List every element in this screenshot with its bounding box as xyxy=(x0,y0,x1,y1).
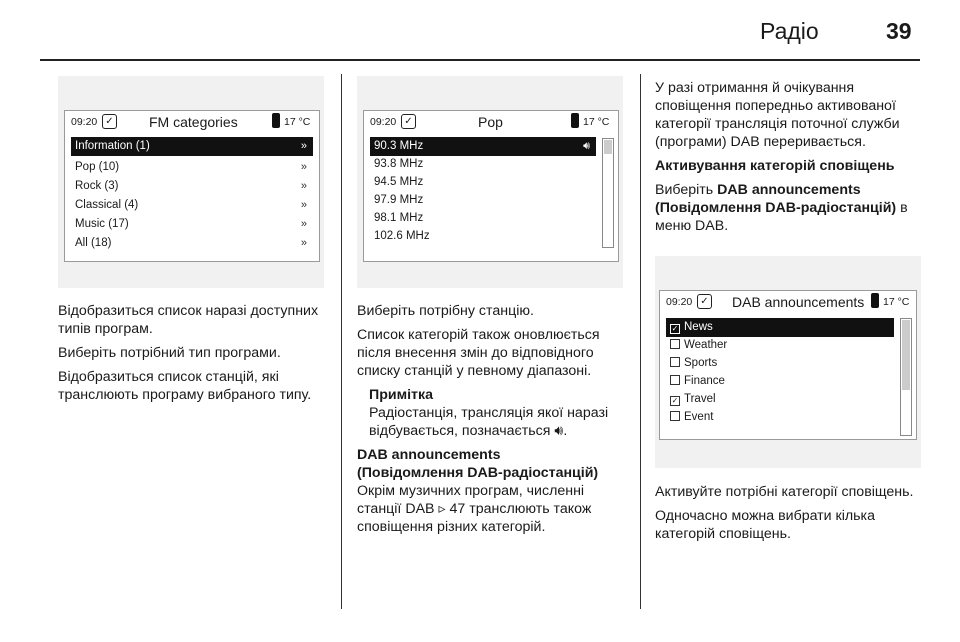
column-1-text xyxy=(58,302,330,410)
paragraph: У разі отримання й очікування сповіщення попередньо активованої категорії трансляція поточної служби (програми) DAB переривається. xyxy=(655,80,900,150)
checkbox-icon[interactable] xyxy=(670,411,680,421)
column-divider-1 xyxy=(341,74,342,609)
clock-icon: ✓ xyxy=(102,114,117,129)
screen-title: FM categories xyxy=(149,114,238,130)
chevron-right-icon: » xyxy=(300,161,307,173)
page-number: 39 xyxy=(886,18,912,44)
scrollbar-thumb[interactable] xyxy=(604,140,612,154)
list-item[interactable] xyxy=(370,191,596,210)
paragraph: Виберіть DAB announcements (Повідомлення DAB-радіостанцій) в меню DAB. xyxy=(655,182,908,234)
list-item[interactable] xyxy=(71,177,313,196)
checkbox-checked-icon[interactable]: ✓ xyxy=(671,324,679,333)
column-3-text-lower xyxy=(655,483,925,549)
thermometer-icon xyxy=(871,293,879,308)
screen-title: DAB announcements xyxy=(732,294,865,310)
column-3-text xyxy=(655,79,925,241)
chevron-right-icon: » xyxy=(300,199,307,211)
paragraph: Одночасно можна вибрати кілька категорій сповіщень. xyxy=(655,508,875,542)
list-item[interactable] xyxy=(370,227,596,246)
checkbox-icon[interactable] xyxy=(670,339,680,349)
list-item-label: 90.3 MHz xyxy=(374,140,424,152)
dab-announcements-figure xyxy=(655,256,921,468)
temperature: 17 °C xyxy=(284,116,311,128)
section-heading: DAB announcements xyxy=(357,447,501,463)
paragraph: Виберіть потрібний тип програми. xyxy=(58,345,281,361)
pop-stations-screen xyxy=(363,110,619,262)
list-item-label: Travel xyxy=(684,393,716,405)
list-item-label: Finance xyxy=(684,375,725,387)
list-item-sports[interactable] xyxy=(666,354,894,373)
list-item-label: 93.8 MHz xyxy=(374,158,424,170)
list-item-label: Rock (3) xyxy=(75,180,119,192)
list-item-label: Music (17) xyxy=(75,218,129,230)
list-item-label: Sports xyxy=(684,357,718,369)
list-item-label: 98.1 MHz xyxy=(374,212,424,224)
fm-categories-figure xyxy=(58,76,324,288)
page-reference[interactable]: 47 xyxy=(449,501,466,517)
paragraph: Активуйте потрібні категорії сповіщень. xyxy=(655,484,914,500)
chevron-right-icon: » xyxy=(300,218,307,230)
status-bar xyxy=(660,291,916,315)
chevron-right-icon: » xyxy=(300,180,307,192)
pop-stations-figure xyxy=(357,76,623,288)
thermometer-icon xyxy=(272,113,280,128)
list-item-label: News xyxy=(684,321,713,333)
scrollbar[interactable] xyxy=(602,138,614,248)
clock-icon: ✓ xyxy=(697,294,712,309)
paragraph: Окрім музичних програм, численні станції DAB ▹ 47 транслюють також сповіщення різних категорій. xyxy=(357,483,592,535)
temperature: 17 °C xyxy=(883,296,910,308)
paragraph: Відобразиться список наразі доступних типів програм. xyxy=(58,303,319,337)
list-item-label: 102.6 MHz xyxy=(374,230,430,242)
scrollbar[interactable] xyxy=(900,318,912,436)
list-item[interactable] xyxy=(71,196,313,215)
list-item-weather[interactable] xyxy=(666,336,894,355)
checkbox-icon[interactable] xyxy=(670,375,680,385)
list-item[interactable] xyxy=(71,234,313,253)
list-item-label: Weather xyxy=(684,339,728,351)
checkbox-icon[interactable] xyxy=(670,357,680,367)
chevron-right-icon: » xyxy=(300,237,307,249)
clock-time: 09:20 xyxy=(71,116,98,128)
speaker-icon: 🔊︎ xyxy=(583,140,590,152)
list-item[interactable] xyxy=(71,215,313,234)
speaker-icon: 🔊︎ xyxy=(554,423,564,439)
status-bar xyxy=(65,111,319,135)
list-item-event[interactable] xyxy=(666,408,894,427)
clock-time: 09:20 xyxy=(370,116,397,128)
clock-icon: ✓ xyxy=(401,114,416,129)
list-item[interactable] xyxy=(370,209,596,228)
column-divider-2 xyxy=(640,74,641,609)
section-heading: Активування категорій сповіщень xyxy=(655,158,895,174)
list-item-label: Classical (4) xyxy=(75,199,139,211)
list-item-label: All (18) xyxy=(75,237,112,249)
list-item-label: 94.5 MHz xyxy=(374,176,424,188)
paragraph: Відобразиться список станцій, які транслюють програму вибраного типу. xyxy=(58,369,312,403)
header-rule xyxy=(40,59,920,61)
status-bar xyxy=(364,111,618,135)
list-item[interactable] xyxy=(370,173,596,192)
list-item-travel[interactable] xyxy=(666,390,894,409)
note-title: Примітка xyxy=(369,387,433,403)
page-title: Радіо xyxy=(760,18,819,44)
chevron-right-icon: » xyxy=(300,140,307,152)
list-item[interactable] xyxy=(71,158,313,177)
page-reference-icon: ▹ xyxy=(438,501,446,517)
clock-time: 09:20 xyxy=(666,296,693,308)
list-item[interactable] xyxy=(370,155,596,174)
note xyxy=(357,386,629,440)
fm-categories-screen xyxy=(64,110,320,262)
list-item-news[interactable] xyxy=(666,318,894,337)
temperature: 17 °C xyxy=(583,116,610,128)
list-item-label: Event xyxy=(684,411,714,423)
list-item[interactable] xyxy=(71,137,313,156)
paragraph: Список категорій також оновлюється після внесення змін до відповідного списку станцій у певному діапазоні. xyxy=(357,327,600,379)
thermometer-icon xyxy=(571,113,579,128)
paragraph: Виберіть потрібну станцію. xyxy=(357,303,534,319)
note-body: Радіостанція, трансляція якої наразі відбувається, позначається 🔊︎. xyxy=(369,405,609,439)
column-2-text xyxy=(357,302,629,542)
list-item-label: Information (1) xyxy=(75,140,150,152)
checkbox-checked-icon[interactable]: ✓ xyxy=(671,396,679,405)
list-item-label: 97.9 MHz xyxy=(374,194,424,206)
scrollbar-thumb[interactable] xyxy=(902,320,910,390)
list-item[interactable] xyxy=(370,137,596,156)
dab-announcements-screen xyxy=(659,290,917,440)
list-item-label: Pop (10) xyxy=(75,161,120,173)
section-heading: (Повідомлення DAB-радіостанцій) xyxy=(357,465,599,481)
screen-title: Pop xyxy=(478,114,503,130)
menu-reference: DAB announcements (Повідомлення DAB-радіостанцій) xyxy=(655,182,897,216)
list-item-finance[interactable] xyxy=(666,372,894,391)
